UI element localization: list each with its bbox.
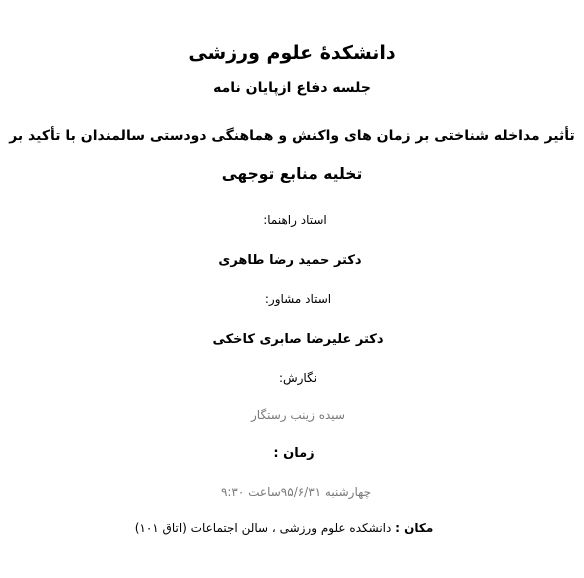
session-title: جلسه دفاع ازپایان نامه — [213, 80, 371, 96]
place-line — [0, 521, 576, 535]
thesis-title-line-1: تأثیر مداخله شناختی بر زمان های واکنش و هماهنگی دودستی سالمندان با تأکید بر — [9, 128, 575, 144]
author-name: سیده زینب رستگار — [251, 408, 345, 422]
place-value: دانشکده علوم ورزشی ، سالن اجتماعات (اتاق ۱۰۱) — [134, 521, 396, 535]
advisor-label: استاد مشاور: — [264, 292, 332, 306]
supervisor-label: استاد راهنما: — [263, 213, 327, 227]
supervisor-name: دکتر حمید رضا طاهری — [218, 253, 362, 268]
faculty-title: دانشکدهٔ علوم ورزشی — [188, 42, 396, 64]
advisor-name: دکتر علیرضا صابری کاخکی — [212, 332, 384, 347]
time-label: زمان : — [273, 446, 315, 461]
thesis-title-line-2: تخلیه منابع توجهی — [221, 165, 363, 183]
time-value: چهارشنبه ۹۵/۶/۳۱ساعت ۹:۳۰ — [220, 485, 372, 499]
author-label: نگارش: — [278, 371, 318, 385]
place-label: مکان : — [395, 521, 434, 535]
